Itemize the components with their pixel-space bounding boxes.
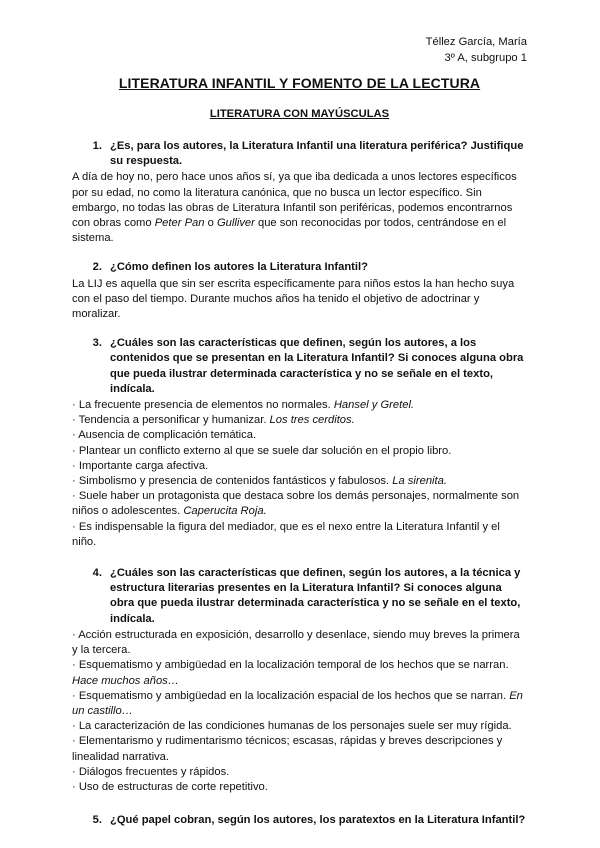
answer-4-list xyxy=(72,628,527,795)
section-subtitle: LITERATURA CON MAYÚSCULAS xyxy=(209,108,390,120)
example-title: Hansel y Gretel. xyxy=(333,399,415,412)
answer-3-list xyxy=(72,398,527,550)
author-block xyxy=(72,34,527,66)
list-item: · La frecuente presencia de elementos no normales. Hansel y Gretel. xyxy=(72,399,415,412)
list-item: · Plantear un conflicto externo al que se suele dar solución en el propio libro. xyxy=(72,444,452,457)
question-5 xyxy=(72,813,527,828)
example-title: Hace muchos años… xyxy=(72,674,179,687)
question-text: ¿Es, para los autores, la Literatura Infantil una literatura periférica? Justifique su respuesta. xyxy=(110,140,524,168)
work-title: Gulliver xyxy=(216,217,255,230)
question-text: ¿Cuáles son las características que definen, según los autores, a la técnica y estructura literarias presentes en la Literatura Infantil? Si conoces alguna obra que pueda ilustrar determinada característica y no se señale en el texto, indícala. xyxy=(110,567,521,625)
question-number: 3. xyxy=(92,337,102,350)
list-item: · Simbolismo y presencia de contenidos fantásticos y fabulosos. La sirenita. xyxy=(72,475,447,488)
question-text: ¿Cuáles son las características que definen, según los autores, a los contenidos que se presentan en la Literatura Infantil? Si conoces alguna obra que pueda ilustrar determinada característica y no se señale en el texto, indícala. xyxy=(110,337,524,395)
question-number: 5. xyxy=(92,814,102,827)
list-item: · Tendencia a personificar y humanizar. Los tres cerditos. xyxy=(72,414,355,427)
course-group: 3º A, subgrupo 1 xyxy=(444,52,527,64)
question-number: 4. xyxy=(92,567,102,580)
list-item: · Ausencia de complicación temática. xyxy=(72,429,257,442)
list-item: · Es indispensable la figura del mediador, que es el nexo entre la Literatura Infantil y el niño. xyxy=(72,520,500,548)
answer-2: La LIJ es aquella que sin ser escrita específicamente para niños estos la han hecho suya con el paso del tiempo. Durante muchos años ha tenido el objetivo de adoctrinar y moralizar. xyxy=(72,277,515,321)
question-2 xyxy=(72,260,527,275)
list-item: · Elementarismo y rudimentarismo técnicos; escasas, rápidas y breves descripciones y linealidad narrativa. xyxy=(72,735,503,763)
document-title: LITERATURA INFANTIL Y FOMENTO DE LA LECTURA xyxy=(118,75,481,91)
example-title: La sirenita. xyxy=(392,475,447,488)
author-name: Téllez García, María xyxy=(425,36,527,48)
work-title: Peter Pan xyxy=(154,217,205,230)
question-text: ¿Cómo definen los autores la Literatura Infantil? xyxy=(110,261,368,274)
question-4 xyxy=(72,566,527,627)
question-number: 1. xyxy=(92,140,102,152)
list-item: · Acción estructurada en exposición, desarrollo y desenlace, siendo muy breves la primera y la tercera. xyxy=(72,628,520,657)
answer-1: A día de hoy no, pero hace unos años sí, ya que iba dedicada a unos lectores específicos por su edad, no como la literatura canónica, que no busca un lector específico. Sin embargo, no todas las obras de Literatura Infantil son periféricas, podemos encontrarnos con obras como Peter Pan o Gulliver que son reconocidas por todos, centrándose en el sistema. xyxy=(72,171,517,245)
question-3 xyxy=(72,336,527,397)
list-item: · Suele haber un protagonista que destaca sobre los demás personajes, normalmente son niños o adolescentes. Caperucita Roja. xyxy=(72,490,520,518)
list-item: · Esquematismo y ambigüedad en la localización temporal de los hechos que se narran. Hace muchos años… xyxy=(72,659,509,687)
example-title: En un castillo… xyxy=(72,689,523,717)
list-item: · Diálogos frecuentes y rápidos. xyxy=(72,765,230,778)
list-item: · Importante carga afectiva. xyxy=(72,459,209,472)
example-title: Caperucita Roja. xyxy=(183,505,267,518)
question-text: ¿Qué papel cobran, según los autores, los paratextos en la Literatura Infantil? xyxy=(110,814,526,827)
example-title: Los tres cerditos. xyxy=(269,414,355,427)
list-item: · Esquematismo y ambigüedad en la localización espacial de los hechos que se narran. En un castillo… xyxy=(72,689,523,717)
list-item: · Uso de estructuras de corte repetitivo. xyxy=(72,780,268,793)
list-item: · La caracterización de las condiciones humanas de los personajes suele ser muy rígida. xyxy=(72,720,512,733)
question-1 xyxy=(72,139,527,169)
question-number: 2. xyxy=(92,261,102,274)
